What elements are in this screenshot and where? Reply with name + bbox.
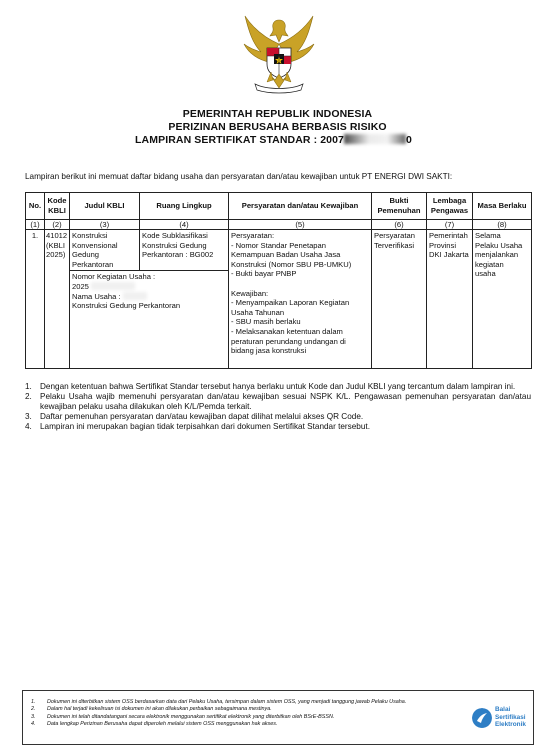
- header-kode-kbli: Kode KBLI: [45, 193, 70, 220]
- list-item: 1. Dengan ketentuan bahwa Sertifikat Standar tersebut hanya berlaku untuk Kode dan Judul KBLI yang tercantum dalam lampiran ini.: [25, 382, 516, 391]
- garuda-emblem-icon: [241, 14, 317, 96]
- row-kegiatan-info: [70, 270, 228, 311]
- document-header: [0, 108, 555, 147]
- redacted-kegiatan-number: [91, 282, 135, 290]
- kegiatan-label: Nomor Kegiatan Usaha :: [72, 272, 156, 282]
- certificate-number-prefix: LAMPIRAN SERTIFIKAT STANDAR : 2007: [135, 134, 344, 146]
- row-lembaga-pengawas: Pemerintah Provinsi DKI Jakarta: [427, 230, 473, 369]
- header-judul-kbli: Judul KBLI: [70, 193, 140, 220]
- table-header-row: [26, 193, 532, 220]
- certificate-number-suffix: 0: [406, 134, 412, 146]
- row-masa-berlaku: Selama Pelaku Usaha menjalankan kegiatan usaha: [473, 230, 532, 369]
- row-persyaratan: Persyaratan: - Nomor Standar Penetapan Kemampuan Badan Usaha Jasa Konstruksi (Nomor SBU PB-UMKU) - Bukti bayar PNBP Kewajiban: - Menyampaikan Laporan Kegiatan Usaha Tahunan - SBU masih berlaku - Melaksanakan ketentuan dalam peraturan perundang undangan di bidang jasa konstruksi: [229, 230, 372, 369]
- header-masa-berlaku: Masa Berlaku: [473, 193, 532, 220]
- redacted-nama: [123, 292, 147, 300]
- row-bukti-pemenuhan: Persyaratan Terverifikasi: [372, 230, 427, 369]
- header-no: No.: [26, 193, 45, 220]
- footer-box: [22, 690, 534, 745]
- col-number: (6): [372, 220, 427, 230]
- bsre-logo: [472, 706, 534, 730]
- header-bukti-pemenuhan: Bukti Pemenuhan: [372, 193, 427, 220]
- kbli-table: [25, 192, 532, 369]
- footer-item: 1. Dokumen ini diterbitkan sistem OSS berdasarkan data dari Pelaku Usaha, tersimpan dalam sistem OSS, yang menjadi tanggung jawab Pelaku Usaha.: [31, 699, 407, 705]
- footer-item: 2. Dalam hal terjadi kekeliruan isi dokumen ini akan dilakukan perbaikan sebagaimana mestinya.: [31, 706, 272, 713]
- header-persyaratan: Persyaratan dan/atau Kewajiban: [229, 193, 372, 220]
- redacted-certificate-number: [344, 134, 406, 144]
- list-item: 3. Daftar pemenuhan persyaratan dan/atau kewajiban dapat dilihat melalui akses QR Code.: [25, 412, 364, 421]
- row-judul-ruang-cell: [70, 230, 229, 369]
- footer-item: 4. Data lengkap Perizinan Berusaha dapat diperoleh melalui sistem OSS menggunakan hak akses.: [31, 721, 278, 728]
- list-item: 2. Pelaku Usaha wajib memenuhi persyaratan dan/atau kewajiban sesuai NSPK K/L. Pengawasan pemenuhan persyaratan dan/atau kewajiban pelaku usaha dilakukan oleh K/L/Pemda terkait.: [25, 392, 531, 411]
- list-item: 4. Lampiran ini merupakan bagian tidak terpisahkan dari dokumen Sertifikat Standar tersebut.: [25, 422, 370, 431]
- footer-notes: [31, 699, 455, 729]
- table-number-row: [26, 220, 532, 230]
- col-number: (4): [140, 220, 229, 230]
- kegiatan-number: [72, 282, 226, 292]
- bsre-logo-icon: [472, 708, 492, 728]
- row-kode-kbli: 41012 (KBLI 2025): [45, 230, 70, 369]
- header-lembaga-pengawas: Lembaga Pengawas: [427, 193, 473, 220]
- col-number: (5): [229, 220, 372, 230]
- row-ruang-lingkup: Kode Subklasifikasi Konstruksi Gedung Perkantoran : BG002: [142, 231, 214, 260]
- col-number: (8): [473, 220, 532, 230]
- footer-item: 3. Dokumen ini telah ditandatangani secara elektronik menggunakan sertifikat elektronik yang diterbitkan oleh BSrE-BSSN.: [31, 713, 335, 720]
- row-judul-kbli: Konstruksi Konvensional Gedung Perkantoran: [70, 230, 140, 270]
- row-no: 1.: [26, 230, 45, 369]
- header-line-3: [0, 134, 555, 147]
- header-line-1: PEMERINTAH REPUBLIK INDONESIA: [182, 108, 373, 120]
- col-number: (7): [427, 220, 473, 230]
- header-ruang-lingkup: Ruang Lingkup: [140, 193, 229, 220]
- col-number: (1): [26, 220, 45, 230]
- bsre-logo-text: Balai Sertifikasi Elektronik: [495, 706, 526, 729]
- col-number: (2): [45, 220, 70, 230]
- kegiatan-number-prefix: 2025: [72, 281, 89, 291]
- nama-usaha-value: Konstruksi Gedung Perkantoran: [72, 301, 181, 311]
- nama-usaha-label: Nama Usaha :: [72, 292, 226, 302]
- header-line-2: PERIZINAN BERUSAHA BERBASIS RISIKO: [168, 121, 387, 133]
- table-row: [26, 230, 532, 369]
- notes-list: [25, 382, 531, 432]
- col-number: (3): [70, 220, 140, 230]
- intro-text: Lampiran berikut ini memuat daftar bidang usaha dan persyaratan dan/atau kewajiban untuk PT ENERGI DWI SAKTI:: [25, 172, 453, 181]
